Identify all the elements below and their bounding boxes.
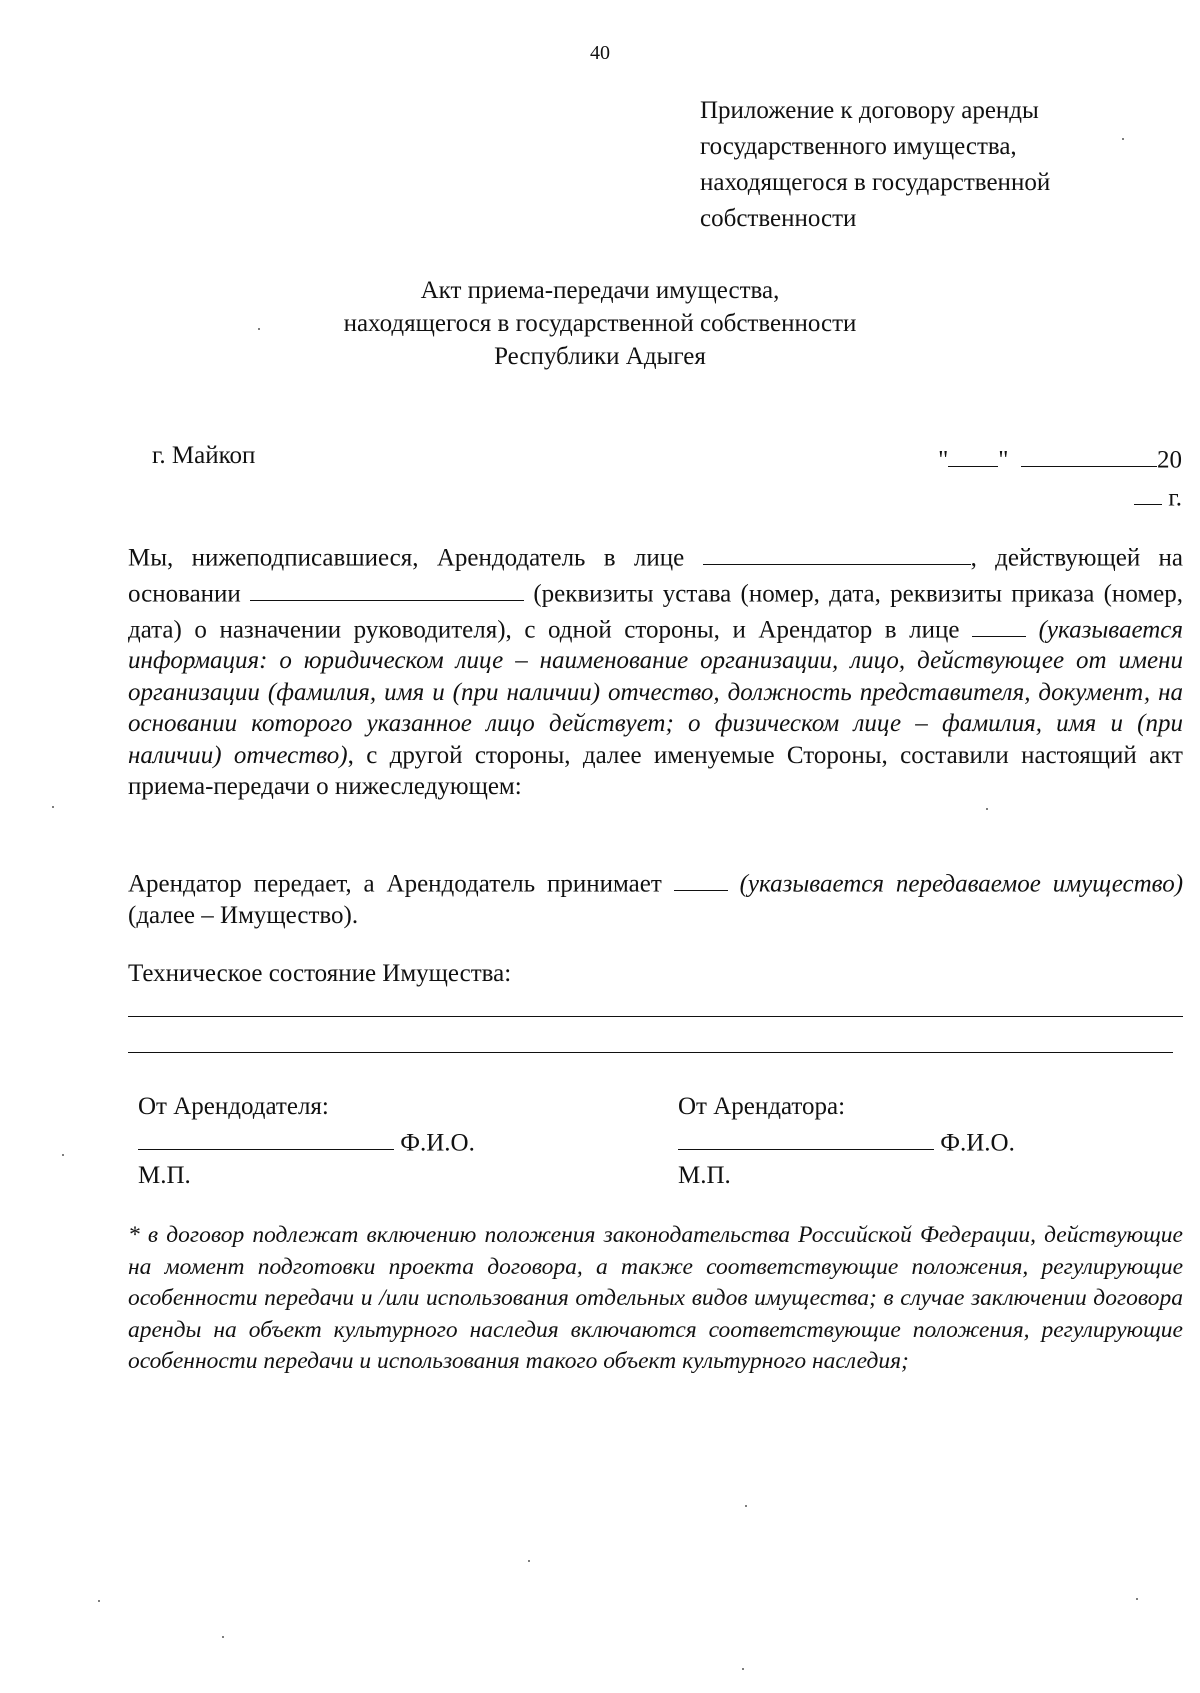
scan-speck: [98, 1600, 100, 1602]
transfer-paragraph: [128, 864, 1183, 931]
tech-state-line: [128, 1052, 1173, 1053]
parties-paragraph: [128, 538, 1183, 803]
month-blank: [1021, 440, 1157, 467]
title-line: находящегося в государственной собственности: [343, 310, 857, 337]
scan-speck: [62, 1154, 64, 1156]
para1-text: , с другой стороны, далее именуемые Стороны, составили настоящий акт приема-передачи о нижеследующем:: [128, 741, 1183, 801]
title-line: Республики Адыгея: [494, 343, 706, 370]
lessor-representative-blank: [703, 538, 971, 565]
year-blank: [1134, 478, 1162, 505]
lessor-header: От Арендодателя:: [138, 1093, 329, 1120]
para2-italic-note: (указывается передаваемое имущество): [739, 870, 1184, 898]
para1-text: (реквизиты устава (номер, дата, реквизиты приказа (номер, дата) о назначении руководителя), с одной стороны, и Арендатор в лице: [128, 580, 1184, 643]
basis-blank: [250, 574, 524, 601]
footnote: * в договор подлежат включению положения законодательства Российской Федерации, действующие на момент подготовки проекта договора, а также соответствующие положения, регулирующие особенности передачи и /или использования отдельных видов имущества; в случае заключении договора аренды на объект культурного наследия включаются соответствующие положения, регулирующие особенности передачи и использования такого объект культурного наследия;: [128, 1222, 1183, 1374]
appendix-line: Приложение к договору аренды: [700, 97, 1039, 124]
scan-speck: [1122, 138, 1124, 140]
scan-speck: [742, 1668, 744, 1670]
date-field: [938, 440, 1182, 474]
scan-speck: [1136, 1598, 1138, 1600]
scan-speck: [258, 328, 260, 330]
lessor-signature-row: [138, 1123, 475, 1159]
date-quote-open: ": [938, 446, 949, 474]
lessor-signature-blank: [138, 1123, 394, 1150]
lessee-signature-row: [678, 1123, 1015, 1159]
document-title: [0, 274, 1200, 373]
date-quote-close: ": [998, 446, 1009, 474]
date-year-line: [1134, 478, 1182, 512]
appendix-line: государственного имущества,: [700, 133, 1017, 160]
tech-state-line: [128, 1016, 1183, 1017]
lessor-stamp: М.П.: [138, 1162, 191, 1190]
scan-speck: [528, 1560, 530, 1562]
property-blank: [674, 864, 728, 891]
para1-text: Мы, нижеподписавшиеся, Арендодатель в лице: [128, 544, 685, 572]
scan-speck: [222, 1636, 224, 1638]
para2-text: (далее – Имущество).: [128, 901, 359, 929]
para1-italic-note: (указывается информация: о юридическом лице – наименование организации, лицо, действующее от имени организации (фамилия, имя и (при наличии) отчество, должность представителя, документ, на основании которого указанное лицо действует; о физическом лице – фамилия, имя и (при наличии) отчество): [128, 615, 1184, 769]
tech-state-label: Техническое состояние Имущества:: [128, 960, 512, 987]
para1-text: , действующей на основании: [128, 544, 1184, 607]
appendix-line: находящегося в государственной: [700, 169, 1051, 196]
scan-speck: [745, 1505, 747, 1507]
lessor-signature-block: [138, 1090, 475, 1192]
appendix-note: [700, 93, 1050, 237]
scan-speck: [52, 806, 54, 808]
title-line: Акт приема-передачи имущества,: [420, 277, 780, 304]
year-suffix: г.: [1168, 484, 1182, 512]
lessee-stamp: М.П.: [678, 1162, 731, 1190]
city-label: г. Майкоп: [152, 442, 256, 469]
page-number: 40: [590, 42, 610, 64]
year-prefix: 20: [1157, 446, 1182, 474]
lessee-fio: Ф.И.О.: [940, 1129, 1015, 1157]
lessee-signature-blank: [678, 1123, 934, 1150]
para2-text: Арендатор передает, а Арендодатель принимает: [128, 870, 662, 898]
lessee-representative-blank: [972, 610, 1026, 637]
day-blank: [948, 440, 998, 467]
lessee-header: От Арендатора:: [678, 1093, 846, 1120]
scan-speck: [986, 808, 988, 810]
lessor-fio: Ф.И.О.: [400, 1129, 475, 1157]
appendix-line: собственности: [700, 205, 857, 232]
lessee-signature-block: [678, 1090, 1015, 1192]
